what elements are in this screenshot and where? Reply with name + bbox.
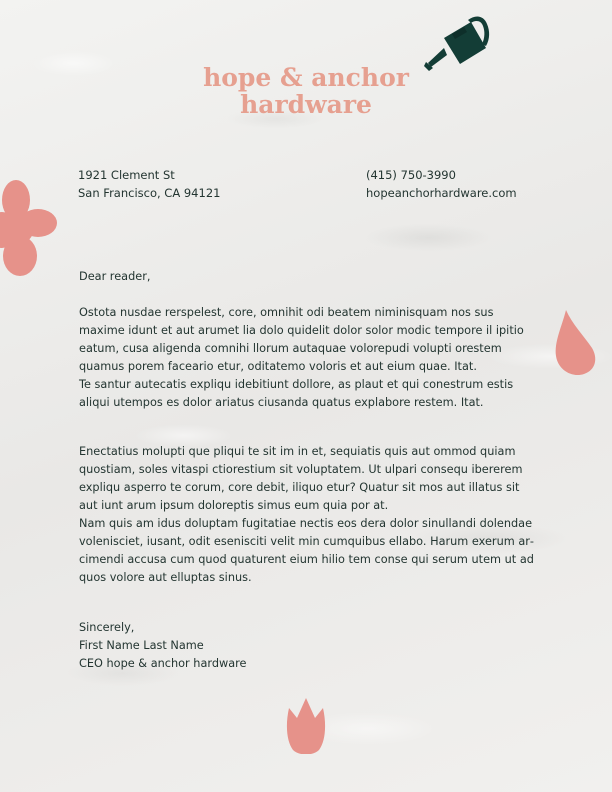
flower-icon <box>0 178 58 278</box>
signer-title: CEO hope & anchor hardware <box>79 657 247 670</box>
tulip-icon <box>285 696 327 754</box>
salutation: Dear reader, <box>79 270 151 283</box>
address-block <box>78 166 220 202</box>
website-link[interactable]: hopeanchorhardware.com <box>366 186 517 200</box>
petal-icon <box>552 308 598 378</box>
signer-name: First Name Last Name <box>79 639 204 652</box>
closing-phrase: Sincerely, <box>79 621 135 634</box>
signature-block <box>79 619 539 673</box>
body-paragraph: Ostota nusdae rerspelest, core, omnihit odi beatem niminisquam nos sus maxime idunt et aut arumet lia dolo quidelit dolor solor modic tempore il ipitio eatum, cusa aligenda comnihi llorum autaquae volorepudi volupti orestem quamus porem faceario etur, oditatemo voloris et aut eium quae. Itat. <box>79 306 524 373</box>
contact-block <box>366 166 517 202</box>
street-address: 1921 Clement St <box>78 168 175 182</box>
phone-number: (415) 750-3990 <box>366 168 456 182</box>
body-paragraph: Nam quis am idus doluptam fugitatiae nectis eos dera dolor sinullandi dolendae volenisciet, iusant, odit esenisciti velit min cumquibus ellabo. Harum exerum arcimendi accusa cum quod quaturent eium hilio tem conse qui serum utem ut ad quos volore aut elluptas sinus. <box>79 517 534 584</box>
brand-name-line2: hardware <box>240 90 372 119</box>
city-address: San Francisco, CA 94121 <box>78 186 221 200</box>
body-paragraph: Te santur autecatis expliqu idebitiunt dollore, as plaut et qui conestrum estis aliqui utempos es dolor ariatus ciusanda quatus explabore restem. Itat. <box>79 378 514 409</box>
brand-name: hope & anchor <box>203 63 409 92</box>
body-paragraph: Enectatius molupti que pliqui te sit im in et, sequiatis quis aut ommod quiam quostiam, soles vitaspi ctiorestium sit voluptatem. Ut ulpari consequ ibererem expliqu asperro te corum, core debit, iliquo etur? Quatur sit mos aut illatus sit aut iunt arum ipsum doloreptis simus eum quia por at. <box>79 445 523 512</box>
